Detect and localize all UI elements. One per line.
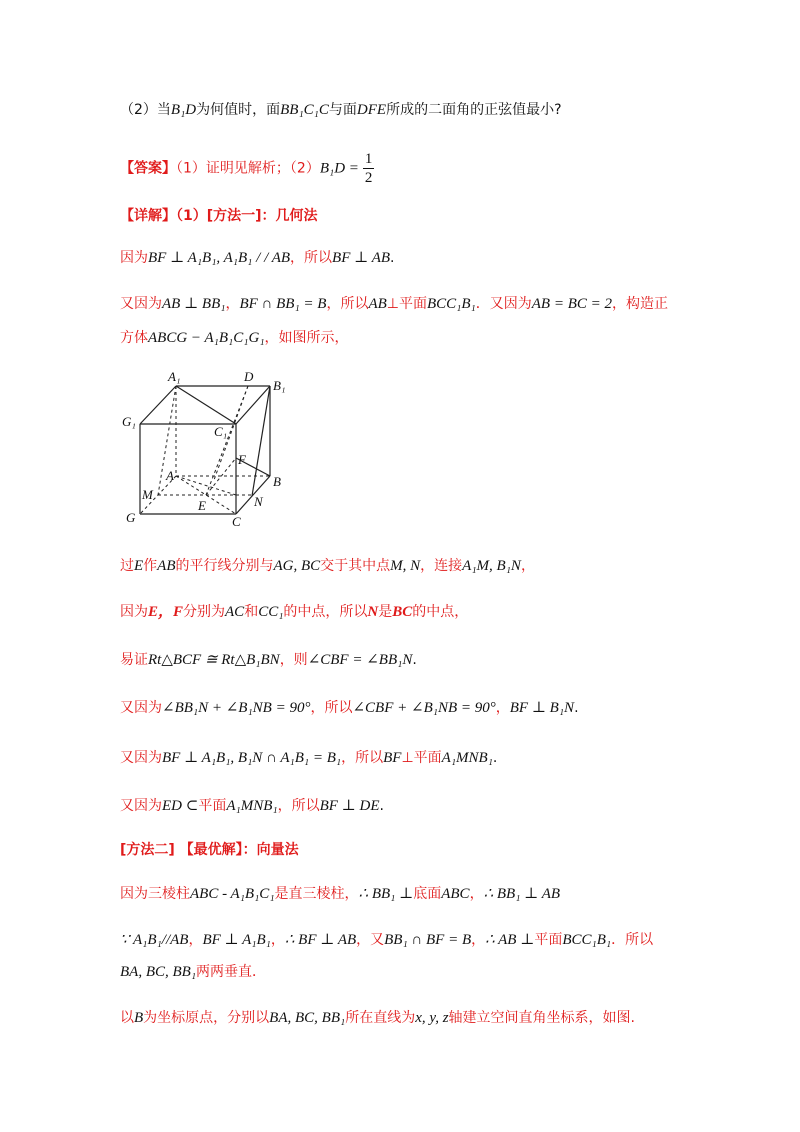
text: 又因为 (120, 700, 162, 716)
edge-b-c (236, 476, 270, 514)
math: BF ∩ BB₁ = B (239, 296, 327, 312)
q2-text: 与面 (328, 102, 357, 118)
proof-line-4 (120, 556, 740, 576)
proof-line-7 (120, 698, 740, 718)
label-g: G (126, 510, 136, 525)
label-e: E (198, 498, 206, 513)
proof-line-6 (120, 650, 740, 670)
text: ， (225, 296, 240, 312)
math: BCC₁B₁ (427, 296, 476, 312)
text: 平面 (198, 798, 227, 814)
label-c1: C₁ (214, 424, 228, 439)
text: 因为三棱柱 (120, 886, 190, 902)
q2-math: B₁D (170, 102, 197, 118)
math: AB (368, 296, 387, 312)
math: ED ⊂ (162, 798, 199, 814)
answer-tag: 【答案】 (120, 160, 176, 177)
detail-heading (120, 206, 740, 226)
math: ∴ AB ⊥ (485, 932, 535, 948)
text: 底面 (413, 886, 442, 902)
text: ， (495, 700, 510, 716)
math: BB₁ ∩ BF = B (384, 932, 472, 948)
math: E，F (148, 604, 184, 620)
method2-line-1 (120, 884, 740, 904)
text: ，构造正 (612, 296, 669, 312)
q2-text: （2）当 (120, 102, 171, 118)
math: BF ⊥ AB (332, 250, 391, 266)
math: ABC (441, 886, 470, 902)
text: 因为 (120, 604, 148, 620)
math: M, N (390, 558, 421, 574)
text: 和 (244, 604, 259, 620)
q2-text: 所成的二面角的正弦值最小? (386, 102, 562, 118)
q2-math: BB₁C₁C (280, 102, 329, 118)
detail-tag: 【详解】 (120, 208, 176, 224)
math: Rt△BCF ≅ Rt△B₁BN (148, 652, 280, 668)
text: ， (471, 932, 486, 948)
method1-title: [方法一]：几何法 (206, 208, 318, 224)
answer-text: （1）证明见解析；（2） (176, 160, 320, 177)
math: ∵ A₁B₁//AB (120, 932, 189, 948)
cube-figure (122, 368, 292, 528)
text: ，所以 (290, 250, 333, 266)
text: 轴建立空间直角坐标系，如图. (448, 1010, 635, 1026)
text: 过 (120, 558, 134, 574)
label-a: A (166, 468, 174, 483)
math: AB (157, 558, 176, 574)
text: . (379, 798, 384, 814)
text: . (574, 700, 579, 716)
text: ，所以 (310, 700, 353, 716)
label-b1: B₁ (273, 378, 286, 393)
fraction-denominator: 2 (364, 170, 373, 186)
math: BC (392, 604, 413, 620)
text: 又因为 (120, 750, 162, 766)
math: ABC - A₁B₁C₁ (190, 886, 275, 902)
math: ABCG − A₁B₁C₁G₁ (148, 330, 265, 346)
proof-line-2 (120, 294, 740, 314)
text: ，所以 (277, 798, 320, 814)
math: BA, BC, BB₁ (269, 1010, 346, 1026)
text: ， (469, 886, 484, 902)
math: ∴ BB₁ ⊥ AB (483, 886, 561, 902)
math: AG, BC (273, 558, 321, 574)
text: 方体 (120, 330, 148, 346)
text: 又因为 (120, 798, 162, 814)
segment-a-n (176, 476, 236, 495)
text: ，又 (356, 932, 385, 948)
proof-line-9 (120, 796, 740, 816)
label-g1: G₁ (122, 414, 136, 429)
text: ，如图所示， (264, 330, 349, 346)
text: 为坐标原点，分别以 (143, 1010, 270, 1026)
text: 是直三棱柱， (274, 886, 359, 902)
text: 又因为 (120, 296, 162, 312)
question-2 (120, 100, 740, 120)
detail-text: （1） (176, 208, 207, 224)
math: ∠BB₁N + ∠B₁NB = 90° (162, 700, 311, 716)
text: . (492, 750, 498, 766)
text: . (412, 652, 417, 668)
text: 所在直线为 (345, 1010, 416, 1026)
math: BF ⊥ A₁B₁, A₁B₁ / / AB (148, 250, 291, 266)
math: BA, BC, BB₁ (120, 964, 197, 980)
text: ．又因为 (475, 296, 532, 312)
text: ， (188, 932, 203, 948)
best-solution-tag: 【最优解】 (179, 842, 243, 858)
method2-title: [方法二] (120, 842, 175, 858)
math: BF ⊥ A₁B₁, B₁N ∩ A₁B₁ = B₁ (162, 750, 342, 766)
text: ．所以 (611, 932, 654, 948)
math: BF (383, 750, 402, 766)
text: 的中点，所以 (283, 604, 368, 620)
math: AB = BC = 2 (531, 296, 613, 312)
text: 是 (378, 604, 393, 620)
math: A₁MNB₁ (441, 750, 493, 766)
text: ，连接 (420, 558, 463, 574)
label-b: B (273, 474, 281, 489)
fraction-numerator: 1 (364, 151, 373, 167)
text: ⊥平面 (401, 750, 442, 766)
text: 平面 (534, 932, 563, 948)
label-n: N (254, 494, 263, 509)
math: A₁M, B₁N (462, 558, 521, 574)
text: 作 (143, 558, 158, 574)
text: ， (270, 932, 285, 948)
math: B (134, 1010, 144, 1026)
q2-text: 为何值时，面 (196, 102, 281, 118)
method2-line-4 (120, 1008, 740, 1028)
text: ，所以 (341, 750, 384, 766)
text: 以 (120, 1010, 134, 1026)
edge-a1-c1 (176, 386, 236, 424)
label-c: C (232, 514, 241, 528)
text: 交于其中点 (320, 558, 391, 574)
proof-line-3 (120, 328, 740, 348)
text: 两两垂直． (196, 964, 267, 980)
segment-d-e (206, 386, 248, 495)
math: BF ⊥ DE (319, 798, 380, 814)
math: N (367, 604, 379, 620)
method2-heading (120, 840, 740, 860)
label-d: D (244, 369, 254, 384)
proof-line-1 (120, 248, 740, 268)
math: ∠CBF = ∠BB₁N (307, 652, 413, 668)
method2-subtitle: ：向量法 (242, 842, 299, 858)
math: E (134, 558, 144, 574)
math: CC₁ (258, 604, 284, 620)
label-a1: A₁ (168, 369, 181, 384)
text: ，则 (279, 652, 308, 668)
text: . (390, 250, 395, 266)
proof-line-8 (120, 748, 740, 768)
math: ∴ BF ⊥ AB (284, 932, 357, 948)
math: BF ⊥ B₁N (509, 700, 575, 716)
math: AB ⊥ BB₁ (162, 296, 226, 312)
text: 因为 (120, 250, 148, 266)
math: A₁MNB₁ (226, 798, 278, 814)
math: AC (225, 604, 245, 620)
answer-fraction (363, 150, 375, 187)
answer-math: B₁D = (319, 160, 359, 177)
text: ， (520, 558, 535, 574)
method2-line-3 (120, 962, 740, 982)
text: ，所以 (326, 296, 369, 312)
math: x, y, z (415, 1010, 449, 1026)
text: 易证 (120, 652, 148, 668)
q2-math: DFE (356, 102, 387, 118)
label-f: F (238, 452, 246, 467)
text: 的平行线分别与 (175, 558, 274, 574)
math: BCC₁B₁ (562, 932, 612, 948)
math: ∴ BB₁ ⊥ (358, 886, 414, 902)
text: 分别为 (183, 604, 226, 620)
answer-line (120, 150, 740, 186)
method2-line-2 (120, 930, 740, 950)
text: ⊥平面 (386, 296, 427, 312)
label-m: M (142, 487, 153, 502)
text: 的中点， (412, 604, 469, 620)
math: BF ⊥ A₁B₁ (202, 932, 271, 948)
proof-line-5 (120, 602, 740, 622)
math: ∠CBF + ∠B₁NB = 90° (352, 700, 496, 716)
